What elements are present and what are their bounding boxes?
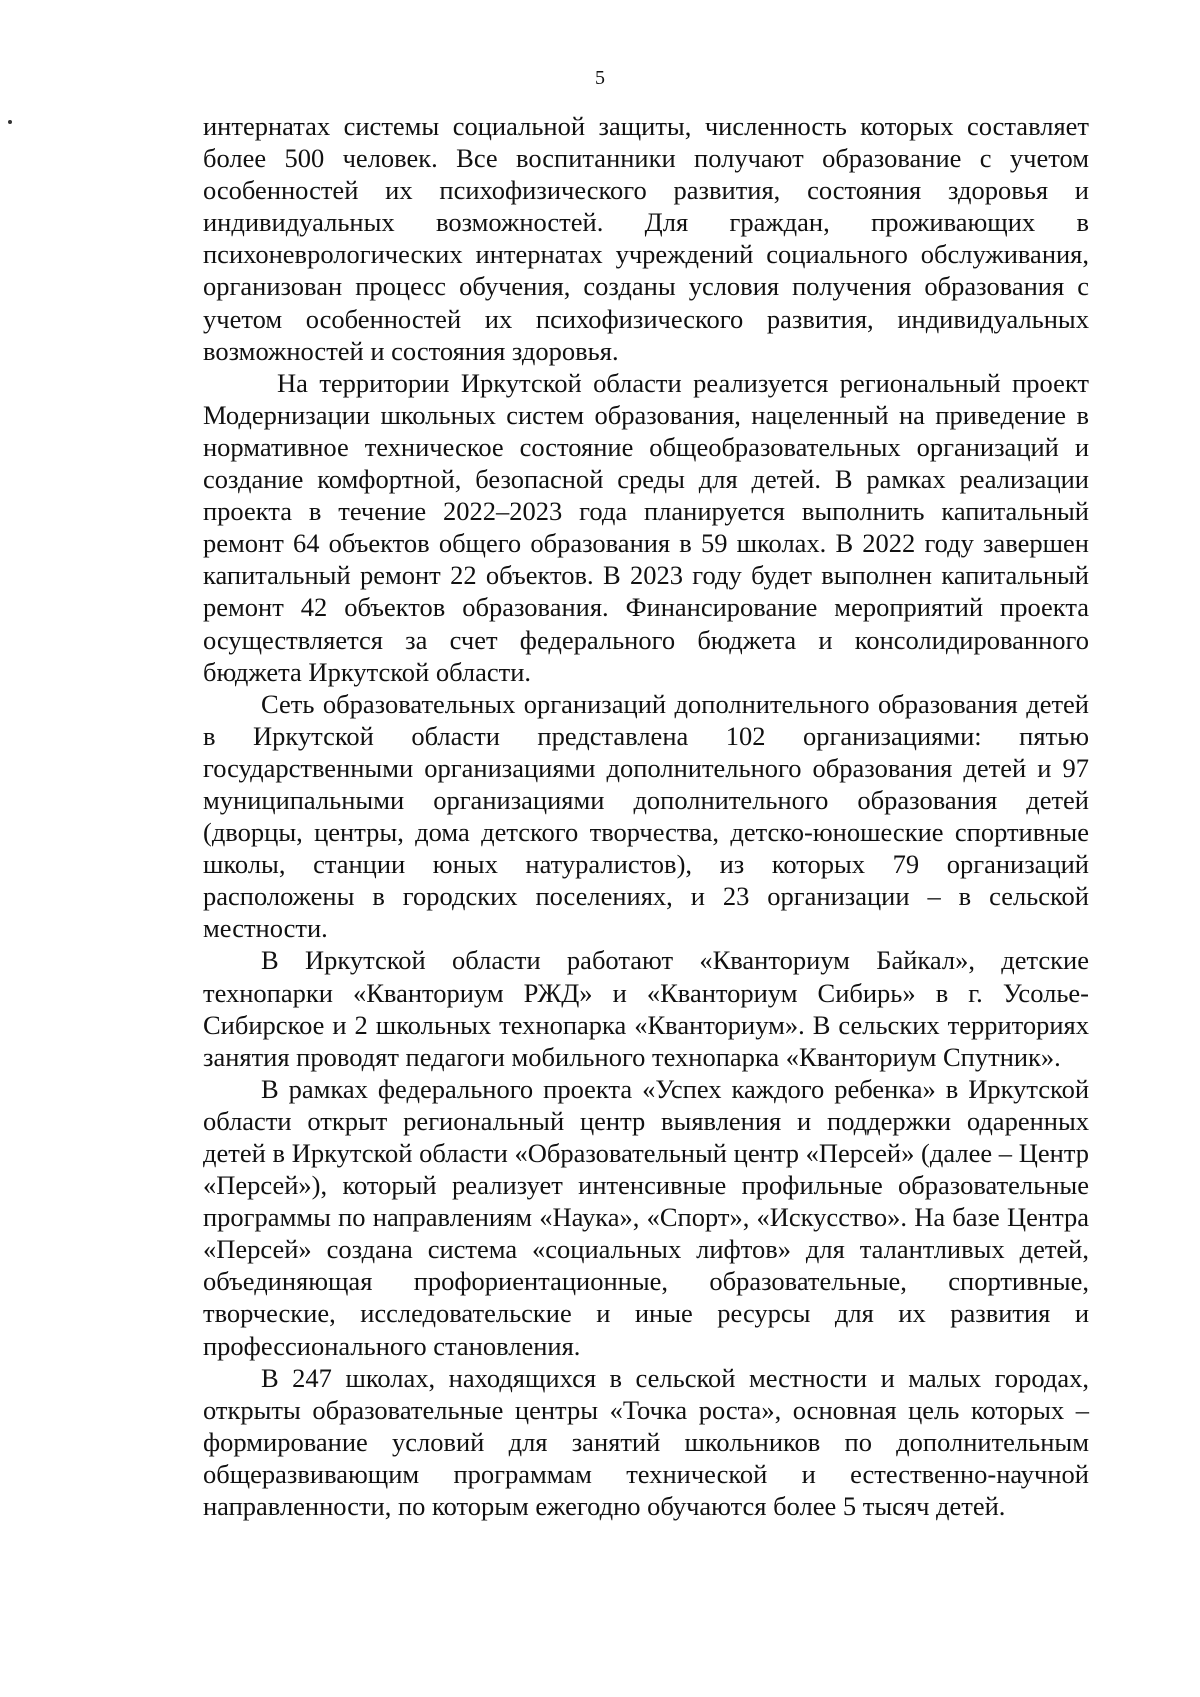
page-number: 5 (595, 67, 605, 89)
document-body (203, 110, 1089, 1522)
paragraph-kvantorium: В Иркутской области работают «Кванториум Байкал», детские технопарки «Кванториум РЖД» и «Кванториум Сибирь» в г. Усолье-Сибирское и 2 школьных технопарка «Кванториум». В сельских территориях занятия проводят педагоги мобильного технопарка «Кванториум Спутник». (203, 945, 1089, 1072)
paragraph-tochka-rosta: В 247 школах, находящихся в сельской местности и малых городах, открыты образовательные центры «Точка роста», основная цель которых – формирование условий для занятий школьников по дополнительным общеразвивающим программам технической и естественно-научной направленности, по которым ежегодно обучаются более 5 тысяч детей. (203, 1362, 1089, 1522)
paragraph-persey-center: В рамках федерального проекта «Успех каждого ребенка» в Иркутской области открыт региональный центр выявления и поддержки одаренных детей в Иркутской области «Образовательный центр «Персей» (далее – Центр «Персей»), который реализует интенсивные профильные образовательные программы по направлениям «Наука», «Спорт», «Искусство». На базе Центра «Персей» создана система «социальных лифтов» для талантливых детей, объединяющая профориентационные, образовательные, спортивные, творческие, исследовательские и иные ресурсы для их развития и профессионального становления. (203, 1073, 1089, 1361)
paragraph-additional-education-network: Сеть образовательных организаций дополнительного образования детей в Иркутской области представлена 102 организациями: пятью государственными организациями дополнительного образования детей и 97 муниципальными организациями дополнительного образования детей (дворцы, центры, дома детского творчества, детско-юношеские спортивные школы, станции юных натуралистов), из которых 79 организаций расположены в городских поселениях, и 23 организации – в сельской местности. (203, 688, 1089, 944)
paragraph-continuation: интернатах системы социальной защиты, численность которых составляет более 500 человек. Все воспитанники получают образование с учетом особенностей их психофизического развития, состояния здоровья и индивидуальных возможностей. Для граждан, проживающих в психоневрологических интернатах учреждений социального обслуживания, организован процесс обучения, созданы условия получения образования с учетом особенностей их психофизического развития, индивидуальных возможностей и состояния здоровья. (203, 111, 1089, 366)
scan-artifact-dot (8, 120, 12, 124)
paragraph-school-modernization: На территории Иркутской области реализуется региональный проект Модернизации школьных систем образования, нацеленный на приведение в нормативное техническое состояние общеобразовательных организаций и создание комфортной, безопасной среды для детей. В рамках реализации проекта в течение 2022–2023 года планируется выполнить капитальный ремонт 64 объектов общего образования в 59 школах. В 2022 году завершен капитальный ремонт 22 объектов. В 2023 году будет выполнен капитальный ремонт 42 объектов образования. Финансирование мероприятий проекта осуществляется за счет федерального бюджета и консолидированного бюджета Иркутской области. (203, 367, 1089, 687)
